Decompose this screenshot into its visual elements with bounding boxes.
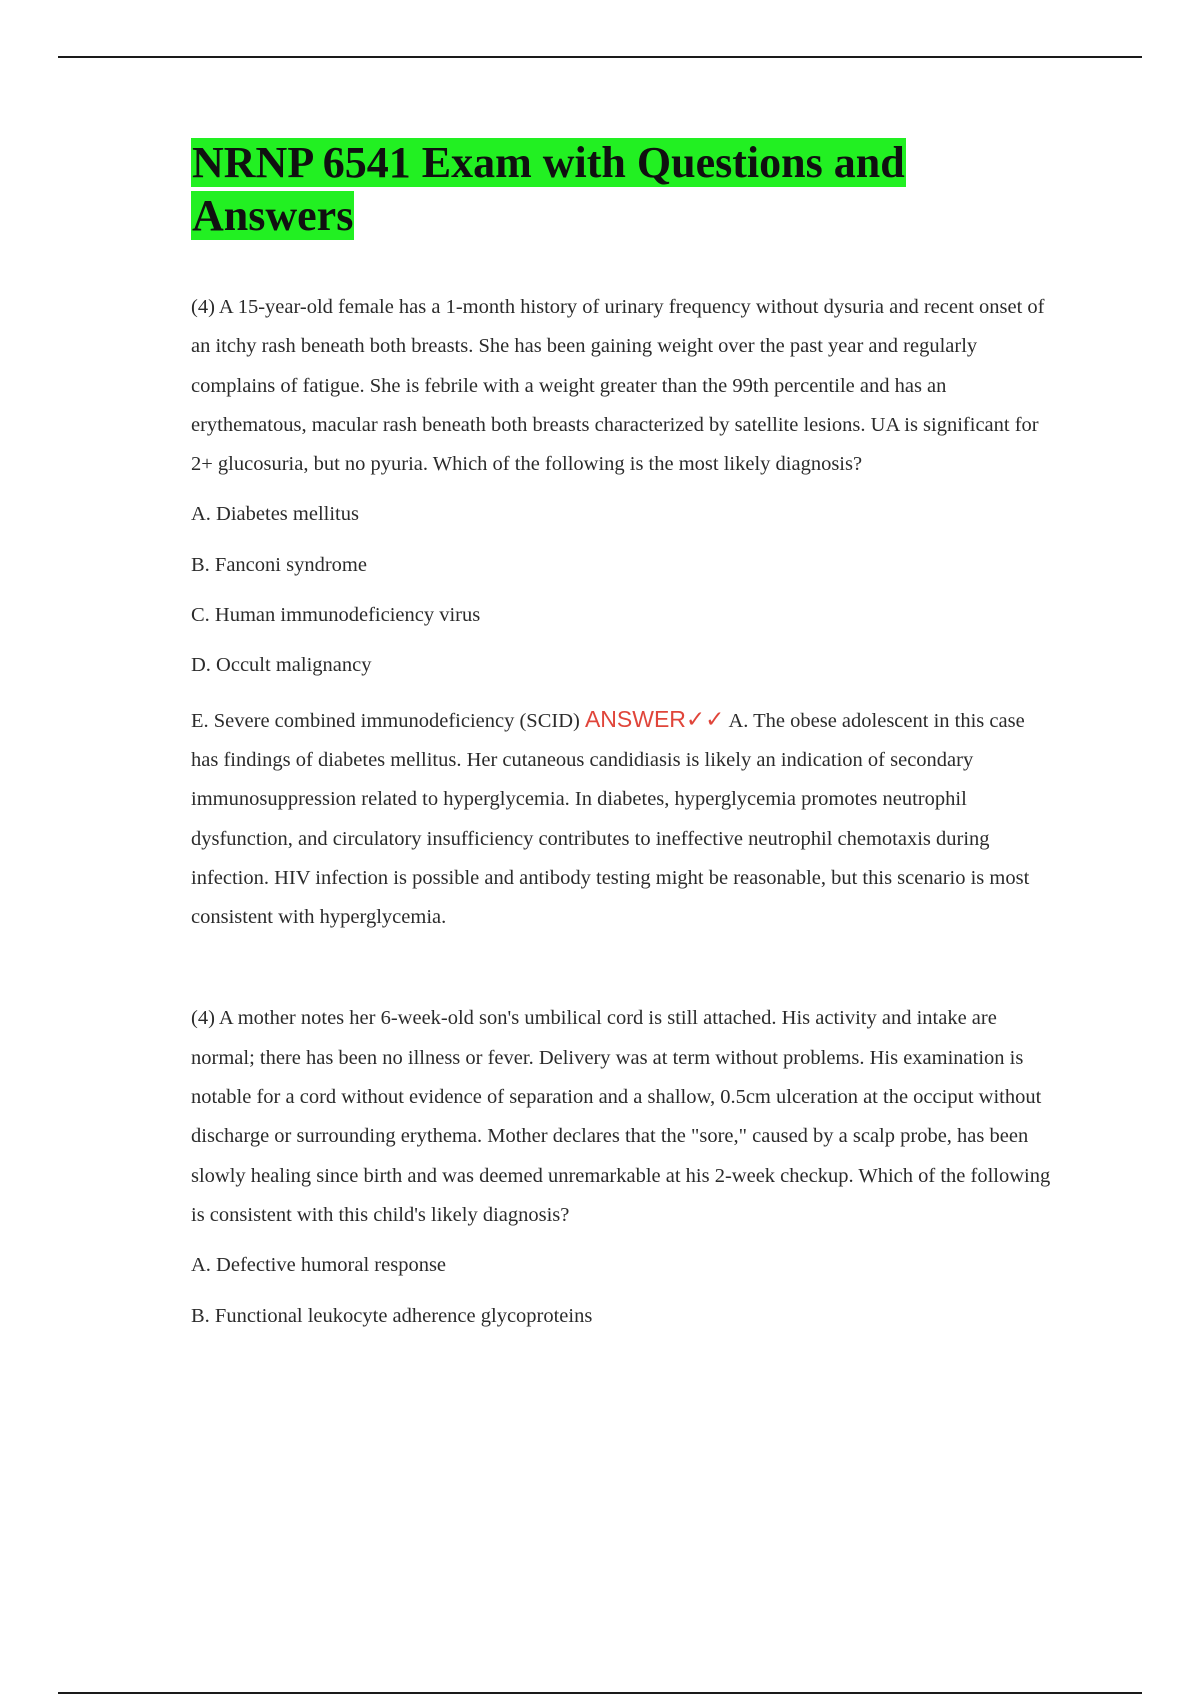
answer-block [191, 700, 1051, 938]
top-rule [58, 56, 1142, 58]
question-text: (4) A mother notes her 6-week-old son's umbilical cord is still attached. His activity and intake are normal; there has been no illness or fever. Delivery was at term without problems. His examination is notable for a cord without evidence of separation and a shallow, 0.5cm ulceration at the occiput without discharge or surrounding erythema. Mother declares that the "sore," caused by a scalp probe, has been slowly healing since birth and was deemed unremarkable at his 2-week checkup. Which of the following is consistent with this child's likely diagnosis? [191, 1007, 1051, 1226]
option-b: B. Fanconi syndrome [191, 553, 367, 576]
document-title: NRNP 6541 Exam with Questions and Answers [192, 138, 905, 240]
answer-explanation: A. The obese adolescent in this case has findings of diabetes mellitus. Her cutaneous candidiasis is likely an indication of secondary immunosuppression related to hyperglycemia. In diabetes, hyperglycemia promotes neutrophil dysfunction, and circulatory insufficiency contributes to ineffective neutrophil chemotaxis during infection. HIV infection is possible and antibody testing might be reasonable, but this scenario is most consistent with hyperglycemia. [191, 709, 1030, 929]
option-c: C. Human immunodeficiency virus [191, 604, 481, 627]
document-body [191, 136, 1051, 1336]
question-block-1 [191, 288, 1051, 937]
question-block-2 [191, 999, 1051, 1335]
option-d: D. Occult malignancy [191, 654, 372, 677]
option-a: A. Diabetes mellitus [191, 503, 359, 526]
option-e: E. Severe combined immunodeficiency (SCID) [191, 709, 580, 732]
option-a: A. Defective humoral response [191, 1254, 447, 1277]
answer-label: ANSWER✓✓ [584, 705, 725, 732]
bottom-rule [58, 1692, 1142, 1694]
question-text: (4) A 15-year-old female has a 1-month history of urinary frequency without dysuria and recent onset of an itchy rash beneath both breasts. She has been gaining weight over the past year and regularly complains of fatigue. She is febrile with a weight greater than the 99th percentile and has an erythematous, macular rash beneath both breasts characterized by satellite lesions. UA is significant for 2+ glucosuria, but no pyuria. Which of the following is the most likely diagnosis? [191, 296, 1045, 476]
option-b: B. Functional leukocyte adherence glycoproteins [191, 1304, 593, 1327]
